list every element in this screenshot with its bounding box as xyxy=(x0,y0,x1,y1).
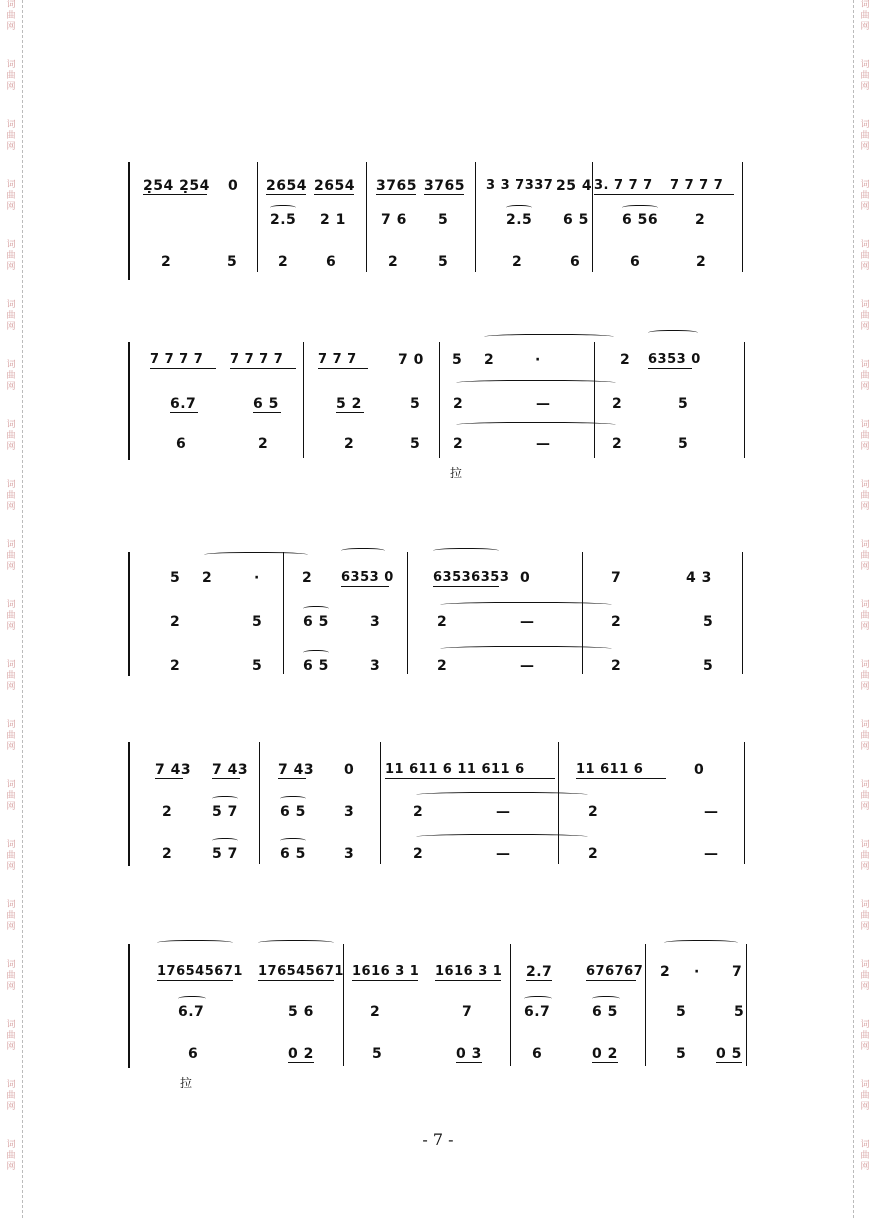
beam xyxy=(170,412,198,413)
barline xyxy=(645,944,646,1066)
watermark-text: 词 曲 网 xyxy=(860,420,870,452)
note-group: 2 xyxy=(611,658,622,674)
beam xyxy=(456,1062,482,1063)
note-group: 25 4 xyxy=(556,178,593,194)
note-group: 6 5 xyxy=(253,396,279,412)
system-brace xyxy=(128,742,140,866)
note-group: 2 xyxy=(620,352,631,368)
note-group: — xyxy=(704,846,719,862)
barline xyxy=(558,742,559,864)
watermark-text: 词 曲 网 xyxy=(6,480,16,512)
watermark-text: 词 曲 网 xyxy=(860,480,870,512)
slur xyxy=(270,205,296,212)
note-group: 5 6 xyxy=(288,1004,314,1020)
note-group: — xyxy=(520,658,535,674)
note-group: 2 xyxy=(588,804,599,820)
note-group: 1616 3 1 xyxy=(435,964,503,979)
watermark-text: 词 曲 网 xyxy=(6,540,16,572)
watermark-text: 词 曲 网 xyxy=(860,60,870,92)
watermark-text: 词 曲 网 xyxy=(6,240,16,272)
watermark-text: 词 曲 网 xyxy=(860,900,870,932)
note-group: 7 0 xyxy=(398,352,424,368)
watermark-text: 词 曲 网 xyxy=(6,660,16,692)
beam xyxy=(318,368,368,369)
note-group: 2 xyxy=(612,396,623,412)
slur xyxy=(303,606,329,613)
slur xyxy=(506,205,532,212)
beam xyxy=(258,980,334,981)
note-group: 3 3 7337 xyxy=(486,178,554,193)
beam xyxy=(435,980,501,981)
system-brace xyxy=(128,162,140,280)
note-group: 3 xyxy=(344,846,355,862)
barline xyxy=(343,944,344,1066)
note-group: 2.5 xyxy=(506,212,533,228)
barline xyxy=(746,944,747,1066)
beam xyxy=(266,194,306,195)
note-group: 1616 3 1 xyxy=(352,964,420,979)
note-group: 0 2 xyxy=(288,1046,314,1062)
score-system-2 xyxy=(0,330,876,490)
note-group: 3 xyxy=(370,658,381,674)
barline xyxy=(594,342,595,458)
slur xyxy=(303,650,329,657)
watermark-text: 词 曲 网 xyxy=(860,180,870,212)
note-group: 2̣54 2̣54 xyxy=(143,178,210,194)
slur xyxy=(622,205,658,212)
watermark-text: 词 曲 网 xyxy=(6,720,16,752)
triplet-bracket xyxy=(258,940,334,947)
beam xyxy=(592,1062,618,1063)
note-group: 7 7 7 7 xyxy=(150,352,204,367)
note-group: 5 2 xyxy=(336,396,362,412)
beam xyxy=(336,412,364,413)
slur xyxy=(341,548,385,555)
barline xyxy=(744,342,745,458)
performance-marking: 拉 xyxy=(450,466,463,480)
note-group: 2 xyxy=(453,396,464,412)
note-group: 0 xyxy=(228,178,239,194)
system-brace xyxy=(128,944,140,1068)
note-group: 2 xyxy=(453,436,464,452)
watermark-text: 词 曲 网 xyxy=(860,1140,870,1172)
slur xyxy=(212,838,238,845)
note-group: 11 611 6 xyxy=(576,762,644,777)
watermark-text: 词 曲 网 xyxy=(6,0,16,32)
watermark-text: 词 曲 网 xyxy=(860,0,870,32)
note-group: 5 7 xyxy=(212,804,238,820)
note-group: 2 xyxy=(695,212,706,228)
score-system-5 xyxy=(0,930,876,1090)
note-group: 6.7 xyxy=(170,396,197,412)
note-group: 2 xyxy=(258,436,269,452)
note-group: 5 xyxy=(227,254,238,270)
note-group: 0 2 xyxy=(592,1046,618,1062)
barline xyxy=(283,552,284,674)
watermark-text: 词 曲 网 xyxy=(6,300,16,332)
beam xyxy=(526,980,552,981)
slur xyxy=(280,838,306,845)
beam xyxy=(586,980,636,981)
note-group: 5 xyxy=(438,212,449,228)
note-group: 7 6 xyxy=(381,212,407,228)
note-group: 5 xyxy=(252,658,263,674)
tie xyxy=(440,602,612,609)
beam xyxy=(157,980,233,981)
note-group: · xyxy=(535,352,541,368)
note-group: 3 xyxy=(344,804,355,820)
barline xyxy=(744,742,745,864)
barline xyxy=(257,162,258,272)
note-group: 5 xyxy=(734,1004,745,1020)
note-group: 7 xyxy=(462,1004,473,1020)
watermark-text: 词 曲 网 xyxy=(860,1020,870,1052)
note-group: — xyxy=(520,614,535,630)
score-system-1 xyxy=(0,150,876,280)
watermark-text: 词 曲 网 xyxy=(6,1140,16,1172)
watermark-text: 词 曲 网 xyxy=(6,120,16,152)
watermark-text: 词 曲 网 xyxy=(6,780,16,812)
note-group: 2 xyxy=(388,254,399,270)
watermark-text: 词 曲 网 xyxy=(860,540,870,572)
watermark-text: 词 曲 网 xyxy=(860,300,870,332)
system-brace xyxy=(128,552,140,676)
note-group: — xyxy=(536,396,551,412)
note-group: 6 5 xyxy=(563,212,589,228)
note-group: 5 xyxy=(676,1046,687,1062)
note-group: 5 xyxy=(678,436,689,452)
tie xyxy=(456,380,616,387)
beam xyxy=(155,778,183,779)
beam xyxy=(278,778,306,779)
note-group: 2 xyxy=(696,254,707,270)
note-group: 2 xyxy=(512,254,523,270)
beam xyxy=(433,586,499,587)
note-group: 6353 0 xyxy=(341,570,394,585)
slur xyxy=(648,330,698,337)
note-group: · xyxy=(254,570,260,586)
note-group: 2.7 xyxy=(526,964,553,980)
note-group: 2 xyxy=(437,658,448,674)
barline xyxy=(582,552,583,674)
note-group: 6 56 xyxy=(622,212,659,228)
note-group: 6.7 xyxy=(178,1004,205,1020)
note-group: · xyxy=(694,964,700,980)
note-group: 2654 xyxy=(266,178,307,194)
note-group: 5 xyxy=(410,396,421,412)
note-group: 2 1 xyxy=(320,212,346,228)
beam xyxy=(143,194,207,195)
note-group: 3 xyxy=(370,614,381,630)
tie xyxy=(456,422,616,429)
note-group: 6 xyxy=(570,254,581,270)
note-group: 2 xyxy=(302,570,313,586)
note-group: 6 xyxy=(630,254,641,270)
note-group: 2 xyxy=(162,804,173,820)
barline xyxy=(475,162,476,272)
score-system-4 xyxy=(0,730,876,870)
note-group: — xyxy=(536,436,551,452)
watermark-text: 词 曲 网 xyxy=(6,600,16,632)
beam xyxy=(648,368,692,369)
watermark-text: 词 曲 网 xyxy=(860,240,870,272)
system-brace xyxy=(128,342,140,460)
note-group: 2.5 xyxy=(270,212,297,228)
note-group: 7 xyxy=(732,964,743,980)
note-group: 3765 xyxy=(376,178,417,194)
note-group: 2 xyxy=(170,658,181,674)
note-group: 6 5 xyxy=(280,804,306,820)
note-group: 2 xyxy=(162,846,173,862)
note-group: 7 xyxy=(611,570,622,586)
note-group: 5 xyxy=(372,1046,383,1062)
note-group: 2 xyxy=(170,614,181,630)
beam xyxy=(150,368,216,369)
note-group: 7 7 7 xyxy=(318,352,357,367)
barline xyxy=(742,162,743,272)
barline xyxy=(407,552,408,674)
note-group: 5 xyxy=(252,614,263,630)
note-group: 7 7 7 7 xyxy=(230,352,284,367)
note-group: 6 5 xyxy=(280,846,306,862)
note-group: 5 xyxy=(678,396,689,412)
watermark-text: 词 曲 网 xyxy=(860,720,870,752)
barline xyxy=(742,552,743,674)
watermark-text: 词 曲 网 xyxy=(860,840,870,872)
note-group: 2 xyxy=(660,964,671,980)
note-group: 0 5 xyxy=(716,1046,742,1062)
tie xyxy=(484,334,614,341)
beam xyxy=(253,412,281,413)
beam xyxy=(314,194,354,195)
barline xyxy=(592,162,593,272)
tie xyxy=(440,646,612,653)
note-group: 5 xyxy=(676,1004,687,1020)
note-group: 5 xyxy=(438,254,449,270)
watermark-text: 词 曲 网 xyxy=(860,360,870,392)
watermark-text: 词 曲 网 xyxy=(860,780,870,812)
note-group: 676767 xyxy=(586,964,644,979)
note-group: 2 xyxy=(612,436,623,452)
note-group: 6 xyxy=(532,1046,543,1062)
slur xyxy=(212,796,238,803)
tie xyxy=(204,552,308,559)
note-group: 5 xyxy=(703,614,714,630)
watermark-text: 词 曲 网 xyxy=(6,420,16,452)
note-group: 2 xyxy=(588,846,599,862)
watermark-text: 词 曲 网 xyxy=(6,60,16,92)
note-group: 176545671 xyxy=(157,964,243,979)
beam xyxy=(288,1062,314,1063)
note-group: 2 xyxy=(344,436,355,452)
performance-marking: 拉 xyxy=(180,1076,193,1090)
note-group: 2 xyxy=(370,1004,381,1020)
watermark-text: 词 曲 网 xyxy=(860,1080,870,1112)
note-group: 2 xyxy=(161,254,172,270)
beam xyxy=(341,586,389,587)
note-group: 0 xyxy=(344,762,355,778)
slur xyxy=(433,548,499,555)
note-group: 0 3 xyxy=(456,1046,482,1062)
note-group: 6 xyxy=(176,436,187,452)
note-group: 2 xyxy=(202,570,213,586)
watermark-text: 词 曲 网 xyxy=(860,660,870,692)
watermark-text: 词 曲 网 xyxy=(6,960,16,992)
score-system-3 xyxy=(0,540,876,680)
note-group: 6 xyxy=(326,254,337,270)
note-group: 2 xyxy=(611,614,622,630)
note-group: 0 xyxy=(694,762,705,778)
note-group: 5 xyxy=(452,352,463,368)
triplet-bracket xyxy=(157,940,233,947)
note-group: 5 xyxy=(410,436,421,452)
note-group: 4 3 xyxy=(686,570,712,586)
note-group: 0 xyxy=(520,570,531,586)
note-group: 11 611 6 11 611 6 xyxy=(385,762,525,777)
beam xyxy=(385,778,555,779)
note-group: 5 xyxy=(703,658,714,674)
beam xyxy=(352,980,418,981)
barline xyxy=(303,342,304,458)
watermark-text: 词 曲 网 xyxy=(6,360,16,392)
slur xyxy=(280,796,306,803)
note-group: — xyxy=(704,804,719,820)
barline xyxy=(259,742,260,864)
note-group: 6 5 xyxy=(303,658,329,674)
note-group: 6.7 xyxy=(524,1004,551,1020)
slur xyxy=(592,996,620,1003)
note-group: 7 43 xyxy=(155,762,192,778)
barline xyxy=(510,944,511,1066)
note-group: 7 43 xyxy=(278,762,315,778)
beam xyxy=(594,194,734,195)
note-group: — xyxy=(496,846,511,862)
watermark-text: 词 曲 网 xyxy=(860,960,870,992)
slur xyxy=(178,996,206,1003)
watermark-text: 词 曲 网 xyxy=(6,900,16,932)
note-group: 2654 xyxy=(314,178,355,194)
watermark-text: 词 曲 网 xyxy=(860,120,870,152)
note-group: 6 5 xyxy=(303,614,329,630)
tie xyxy=(416,834,588,841)
beam xyxy=(376,194,416,195)
watermark-text: 词 曲 网 xyxy=(6,1080,16,1112)
watermark-text: 词 曲 网 xyxy=(6,1020,16,1052)
note-group: 5 xyxy=(170,570,181,586)
note-group: 5 7 xyxy=(212,846,238,862)
note-group: 7 7 7 7 xyxy=(670,178,724,193)
beam xyxy=(424,194,464,195)
watermark-text: 词 曲 网 xyxy=(6,840,16,872)
beam xyxy=(716,1062,742,1063)
note-group: 2 xyxy=(278,254,289,270)
note-group: 7 43 xyxy=(212,762,249,778)
page-number: - 7 - xyxy=(422,1130,454,1149)
note-group: 2 xyxy=(413,846,424,862)
note-group: 2 xyxy=(484,352,495,368)
note-group: 2 xyxy=(413,804,424,820)
note-group: 6 5 xyxy=(592,1004,618,1020)
slur xyxy=(524,996,552,1003)
note-group: 6353 0 xyxy=(648,352,701,367)
barline xyxy=(380,742,381,864)
note-group: 3. 7 7 7 xyxy=(594,178,653,193)
watermark-text: 词 曲 网 xyxy=(6,180,16,212)
beam xyxy=(212,778,240,779)
note-group: 176545671 xyxy=(258,964,344,979)
tie xyxy=(664,940,738,947)
beam xyxy=(230,368,296,369)
note-group: 6 xyxy=(188,1046,199,1062)
note-group: — xyxy=(496,804,511,820)
note-group: 63536353 xyxy=(433,570,510,585)
tie xyxy=(416,792,588,799)
note-group: 3765 xyxy=(424,178,465,194)
barline xyxy=(439,342,440,458)
beam xyxy=(576,778,666,779)
note-group: 2 xyxy=(437,614,448,630)
barline xyxy=(366,162,367,272)
watermark-text: 词 曲 网 xyxy=(860,600,870,632)
